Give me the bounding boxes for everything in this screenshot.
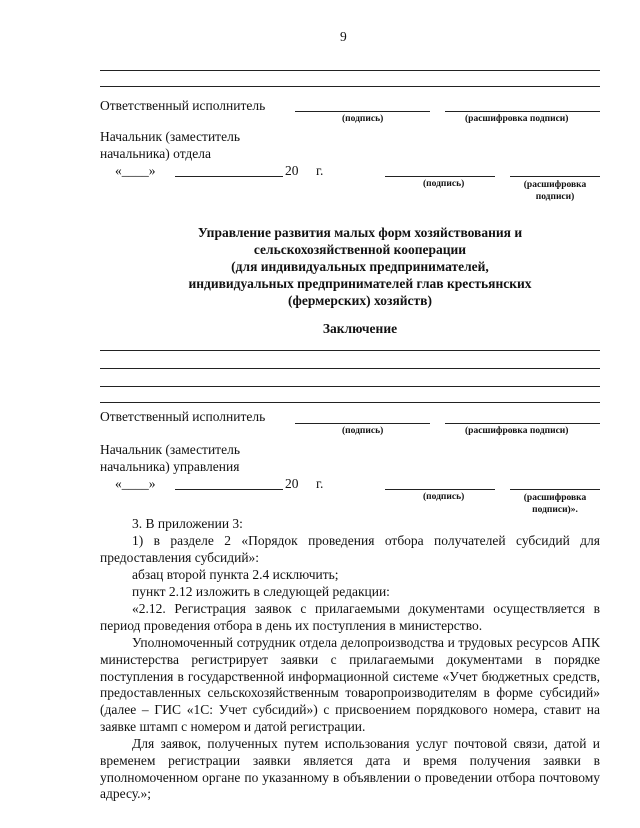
date-year: 20	[285, 163, 299, 178]
date-day: «____»	[115, 476, 156, 491]
paragraph: пункт 2.12 изложить в следующей редакции:	[132, 584, 390, 599]
signature-caption: (подпись)	[423, 492, 465, 502]
conclusion-title: Заключение	[322, 321, 398, 336]
paragraph: Для заявок, полученных путем использования услуг почтовой связи, датой и временем регистрации заявки является дата и время получения заявки в уполномоченном органе по указанному в объявлении о проведении отбора почтовому адресу.»;	[100, 736, 600, 802]
signature-line	[295, 111, 430, 112]
decode-line	[510, 176, 600, 177]
blank-line	[100, 368, 600, 369]
signature-line	[385, 489, 495, 490]
signature-line	[385, 176, 495, 177]
paragraph: Уполномоченный сотрудник отдела делопроизводства и трудовых ресурсов АПК министерства регистрирует заявки с прилагаемыми документами в порядке поступления в государственной информационной системе «Учет бюджетных средств, предоставленных сельскохозяйственным товаропроизводителям в форме субсидий» (далее – ГИС «1С: Учет субсидий») с присвоением порядкового номера, ставит на заявке штамп с номером и датой регистрации.	[100, 635, 600, 734]
decode-line	[445, 423, 600, 424]
decode-caption: (расшифровка подписи)	[523, 180, 587, 202]
page-number: 9	[340, 29, 347, 44]
blank-line	[100, 86, 600, 87]
signature-caption: (подпись)	[342, 426, 384, 436]
section-heading: Управление развития малых форм хозяйствования и сельскохозяйственной кооперации (для индивидуальных предпринимателей, индивидуальных предпринимателей глав крестьянских (фермерских) хозяйств)	[188, 225, 532, 308]
responsible-label: Ответственный исполнитель	[100, 98, 266, 113]
decode-line	[445, 111, 600, 112]
date-month-line	[175, 489, 283, 490]
decode-caption: (расшифровка подписи)».	[523, 493, 587, 515]
signature-caption: (подпись)	[342, 114, 384, 124]
blank-line	[100, 350, 600, 351]
decode-caption: (расшифровка подписи)	[465, 114, 569, 124]
paragraph: 3. В приложении 3:	[132, 516, 243, 531]
date-year: 20	[285, 476, 299, 491]
blank-line	[100, 70, 600, 71]
date-day: «____»	[115, 163, 156, 178]
blank-line	[100, 402, 600, 403]
chief-label-line2: начальника) управления	[100, 459, 240, 474]
paragraph: 1) в разделе 2 «Порядок проведения отбора получателей субсидий для предоставления субсидий»:	[100, 533, 600, 565]
date-g: г.	[316, 163, 324, 178]
paragraph: абзац второй пункта 2.4 исключить;	[132, 567, 339, 582]
decode-line	[510, 489, 600, 490]
responsible-label: Ответственный исполнитель	[100, 409, 266, 424]
paragraph: «2.12. Регистрация заявок с прилагаемыми документами осуществляется в период проведения отбора в день их поступления в министерство.	[100, 601, 600, 633]
signature-line	[295, 423, 430, 424]
decode-caption: (расшифровка подписи)	[465, 426, 569, 436]
blank-line	[100, 386, 600, 387]
date-month-line	[175, 176, 283, 177]
signature-caption: (подпись)	[423, 179, 465, 189]
chief-label-line1: Начальник (заместитель	[100, 129, 240, 144]
date-g: г.	[316, 476, 324, 491]
chief-label-line1: Начальник (заместитель	[100, 442, 240, 457]
chief-label-line2: начальника) отдела	[100, 146, 212, 161]
